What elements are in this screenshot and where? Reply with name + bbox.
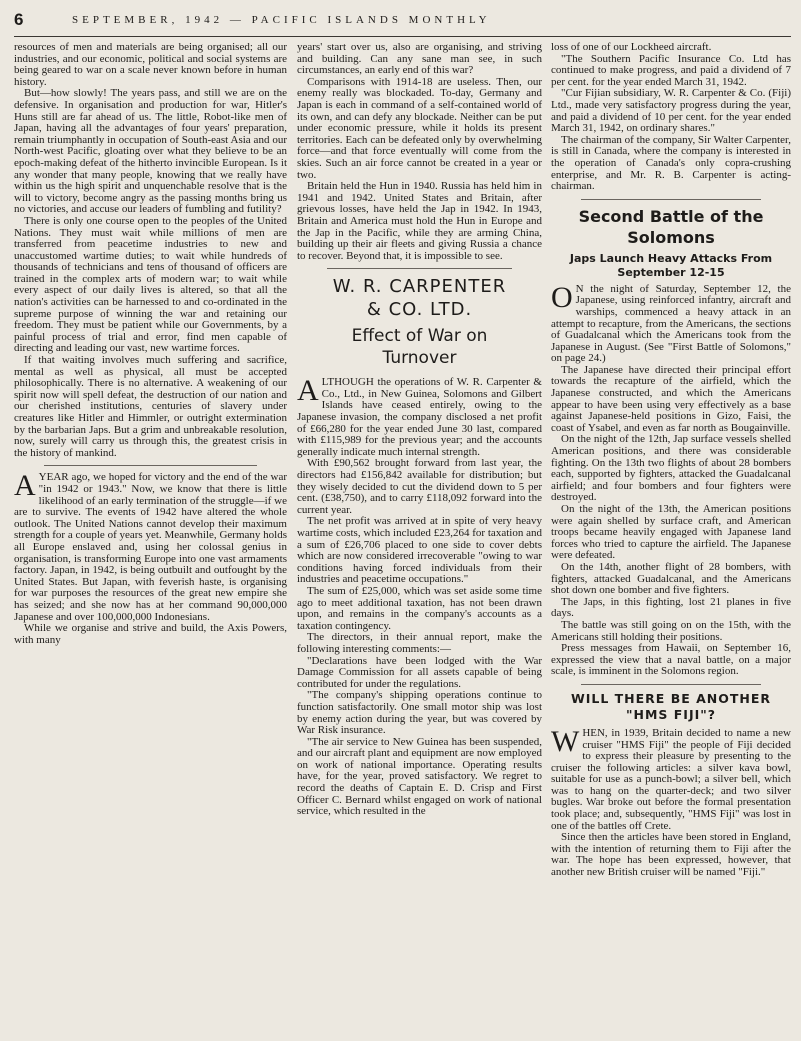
- fiji-heading-line-2: "HMS FIJI"?: [625, 706, 717, 722]
- year-ago-paragraph: [14, 469, 287, 623]
- carpenter-heading-line-2: & CO. LTD.: [366, 299, 473, 321]
- article-paragraph: years' start over us, also are organising, and striving and building. Can any sane man see, in such circumstances, an early end of this war?: [297, 41, 542, 77]
- column-3: [551, 42, 791, 879]
- carpenter-heading: [297, 275, 542, 321]
- section-divider: [44, 465, 257, 466]
- carpenter-heading-line-1: W. R. CARPENTER: [332, 276, 507, 298]
- article-paragraph: Since then the articles have been stored in England, with the intention of returning them to Fiji after the war. The hope has been expressed, however, that another new British cruiser will be named "Fiji.": [551, 831, 791, 879]
- drop-cap: O: [551, 280, 573, 314]
- article-paragraph: Press messages from Hawaii, on September 16, expressed the view that a naval battle, on a major scale, is imminent in the Solomons region.: [551, 642, 791, 678]
- battle-heading-line-1: Second Battle of the: [578, 206, 764, 226]
- article-paragraph: The Japanese have directed their principal effort towards the recapture of the airfield, which the Japanese constructed, and which the Americans appear to have been using very effectively as a base against Japanese-held positions in Gizo, Faisi, the coast of Ysabel, and even as far north as Bougainville.: [551, 363, 791, 434]
- article-paragraph: The directors, in their annual report, make the following interesting comments:—: [297, 631, 542, 655]
- fiji-lead-paragraph: [551, 724, 791, 832]
- carpenter-subheading-line-1: Effect of War on: [351, 326, 488, 347]
- article-paragraph: loss of one of our Lockheed aircraft.: [551, 41, 712, 53]
- column-1: [14, 42, 287, 646]
- drop-cap: A: [297, 374, 319, 408]
- article-paragraph: Britain held the Hun in 1940. Russia has held him in 1941 and 1942. United States and Britain, after grievous losses, have held the Jap in 1942. In 1943, Britain and America must hold the Hun in Europe and the Jap in the Pacific, while they are arming China, building up their air fleets and giving Russia a chance to recover. Beyond that, it is impossible to see.: [297, 180, 542, 262]
- year-ago-text: YEAR ago, we hoped for victory and the end of the war "in 1942 or 1943." Now, we know that there is little likelihood of an early termination of the struggle—if we are to survive. The events of 1942 have altered the whole outlook. The United Nations cannot develop their maximum strength for a couple of years yet. Meanwhile, Germany holds all Europe enslaved and, using her colossal genius in organisation, is transforming Europe into one vast armaments factory. Japan, in 1942, is being outbuilt and outfought by the United States. But Japan, with feverish haste, is organising for war purposes the resources of the great new empire she has seized; and she now has at her command 90,000,000 Japanese and over 100,000,000 Indonesians.: [14, 471, 287, 623]
- article-paragraph: Comparisons with 1914-18 are useless. Then, our enemy really was blockaded. To-day, Germany and Japan is each in command of a self-contained world of its own, and can defy any blockade. Neither can be put under economic pressure, while it holds its present territories. Each can be defeated only by overwhelming force—and that force eventually will come from the skies. Such an air force cannot be created in a year or two.: [297, 75, 542, 181]
- battle-subheading-line-2: September 12-15: [617, 265, 725, 279]
- article-paragraph: On the night of the 12th, Jap surface vessels shelled American positions, and there was considerable fighting. On the 13th two flights of about 28 bombers each, supported by fighters, attacked the Guadalcanal airfield; and four bombers and four fighters were destroyed.: [551, 433, 791, 504]
- carpenter-lead-paragraph: [297, 374, 542, 458]
- article-paragraph: With £90,562 brought forward from last year, the directors had £156,842 available for distribution; but they wisely decided to cut the dividend down to 5 per cent. (£38,750), and to carry £118,092 forward into the current year.: [297, 457, 542, 516]
- article-paragraph: The sum of £25,000, which was set aside some time ago to meet additional taxation, has not been drawn upon, and remains in the company's accounts as a taxation contingency.: [297, 584, 542, 632]
- running-title: SEPTEMBER, 1942 — PACIFIC ISLANDS MONTHLY: [72, 14, 491, 26]
- article-paragraph: "The company's shipping operations continue to function satisfactorily. One small motor ship was lost by enemy action during the year, but was covered by War Risk insurance.: [297, 689, 542, 737]
- carpenter-subheading-line-2: Turnover: [382, 348, 457, 369]
- article-paragraph: On the 14th, another flight of 28 bombers, with fighters, attacked Guadalcanal, and the Americans shot down one bomber and five fighters.: [551, 560, 791, 597]
- article-paragraph: While we organise and strive and build, the Axis Powers, with many: [14, 622, 287, 646]
- fiji-heading: [551, 691, 791, 723]
- page-number: 6: [14, 10, 24, 29]
- fiji-lead-text: HEN, in 1939, Britain decided to name a new cruiser "HMS Fiji" the people of Fiji decided to express their pleasure by presenting to the cruiser the following articles: a silver kava bowl, suitable for use as a punch-bowl; a silver bell, which was to hang on the quarter-deck; and two silver bugles. War broke out before the formal presentation took place; and, subsequently, "HMS Fiji" was lost in one of the battles off Crete.: [551, 726, 791, 832]
- drop-cap: W: [551, 724, 580, 758]
- carpenter-subheading: [297, 325, 542, 369]
- page-header: [14, 10, 791, 37]
- battle-subheading-line-1: Japs Launch Heavy Attacks From: [569, 251, 773, 265]
- battle-heading-line-2: Solomons: [627, 227, 715, 247]
- article-paragraph: The Japs, in this fighting, lost 21 planes in five days.: [551, 595, 791, 620]
- fiji-heading-line-1: WILL THERE BE ANOTHER: [570, 690, 772, 706]
- battle-subheading: [551, 252, 791, 280]
- drop-cap: A: [14, 469, 36, 503]
- article-paragraph: If that waiting involves much suffering and sacrifice, mental as well as physical, all must be accepted philosophically. There is no alternative. A weakening of our spirit now will spell defeat, the destruction of our nation and our cherished institutions, centuries of slavery under creatures like Hitler and Himmler, or outright extermination by the barbarian Japs. But a grim and unbreakable resolution, now, surely will carry us through this, the greatest crisis in the history of mankind.: [14, 354, 287, 459]
- article-paragraph: The net profit was arrived at in spite of very heavy wartime costs, which included £23,264 for taxation and a sum of £26,706 placed to one side to cover debts which are now considered irrecoverable "owing to war conditions having forced individuals from their industries and peacetime occupations.": [297, 515, 542, 586]
- article-paragraph: "The air service to New Guinea has been suspended, and our aircraft plant and equipment are now employed on work of national importance. Operating results have, for the year, proved satisfactory. We regret to record the deaths of Captain E. D. Crisp and First Officer C. Bernard whilst engaged on work of national service, which resulted in the: [297, 735, 542, 818]
- article-paragraph: The battle was still going on on the 15th, with the Americans still holding their positions.: [551, 618, 791, 643]
- carpenter-lead-text: LTHOUGH the operations of W. R. Carpenter & Co., Ltd., in New Guinea, Solomons and Gilbert Islands have ceased entirely, owing to the Japanese invasion, the company disclosed a net profit of £66,280 for the year ended June 30 last, compared with £115,989 for the previous year; and the accounts generally indicate much internal strength.: [297, 376, 542, 458]
- article-paragraph: "Declarations have been lodged with the War Damage Commission for all assets capable of being contributed for under the regulations.: [297, 654, 542, 690]
- section-divider: [581, 199, 761, 200]
- section-divider: [327, 268, 512, 269]
- battle-lead-paragraph: [551, 280, 791, 365]
- article-paragraph: There is only one course open to the peoples of the United Nations. They must wait while millions of men are transferred from peacetime industries to new and unaccustomed wartime duties; to wait while hundreds of thousands of technicians and tens of thousand of officers are trained in the complex arts of modern war; to wait while every aspect of our daily lives is altered, so that all the nation's activities can be harnessed to and co-ordinated in the supreme purpose of winning the war and retaining our freedom. They must be patient while our Governments, by a painful process of trial and error, find men capable of directing and leading our vast, new wartime forces.: [14, 214, 287, 355]
- column-2: [297, 42, 542, 818]
- article-paragraph: resources of men and materials are being organised; all our industries, and our economic, political and social systems are being geared to war on a scale never known before in human history.: [14, 41, 287, 88]
- article-paragraph: On the night of the 13th, the American positions were again shelled by surface craft, and American troops became heavily engaged with Japanese land forces who tried to capture the airfield. The Japanese were defeated.: [551, 503, 791, 562]
- article-paragraph: "The Southern Pacific Insurance Co. Ltd has continued to make progress, and paid a dividend of 7 per cent. for the year ended March 31, 1942.: [551, 52, 791, 88]
- battle-lead-text: N the night of Saturday, September 12, the Japanese, using reinforced infantry, aircraft and warships, commenced a heavy attack in an attempt to recapture, from the Americans, the sections of Guadalcanal which the Americans took from the Japanese in August. (See "First Battle of Solomons," on page 24.): [551, 282, 791, 365]
- article-paragraph: The chairman of the company, Sir Walter Carpenter, is still in Canada, where the company is interested in the operation of Canada's only copra-crushing enterprise, and Mr. R. B. Carpenter is acting-chairman.: [551, 133, 791, 193]
- section-divider: [581, 684, 761, 685]
- article-paragraph: "Cur Fijian subsidiary, W. R. Carpenter & Co. (Fiji) Ltd., made very satisfactory progress during the year, and paid a dividend of 10 per cent. for the year ended March 31, 1942, on ordinary shares.": [551, 87, 791, 135]
- article-paragraph: But—how slowly! The years pass, and still we are on the defensive. In organisation and production for war, Hitler's Huns still are far ahead of us. The little, Robot-like men of Japan, having all the advantages of four years' preparation, remain triumphantly in occupation of South-east Asia and our North-west Pacific, gloating over what they believe to be an epoch-making defeat of the hitherto invincible European. Is it any wonder that many people, knowing that we really have within us the high spirit and unquenchable resolve that is the will to victory, become angry as the passing months bring us no victories, and accuse our leaders of fumbling and futility?: [14, 87, 287, 216]
- battle-heading: [551, 206, 791, 248]
